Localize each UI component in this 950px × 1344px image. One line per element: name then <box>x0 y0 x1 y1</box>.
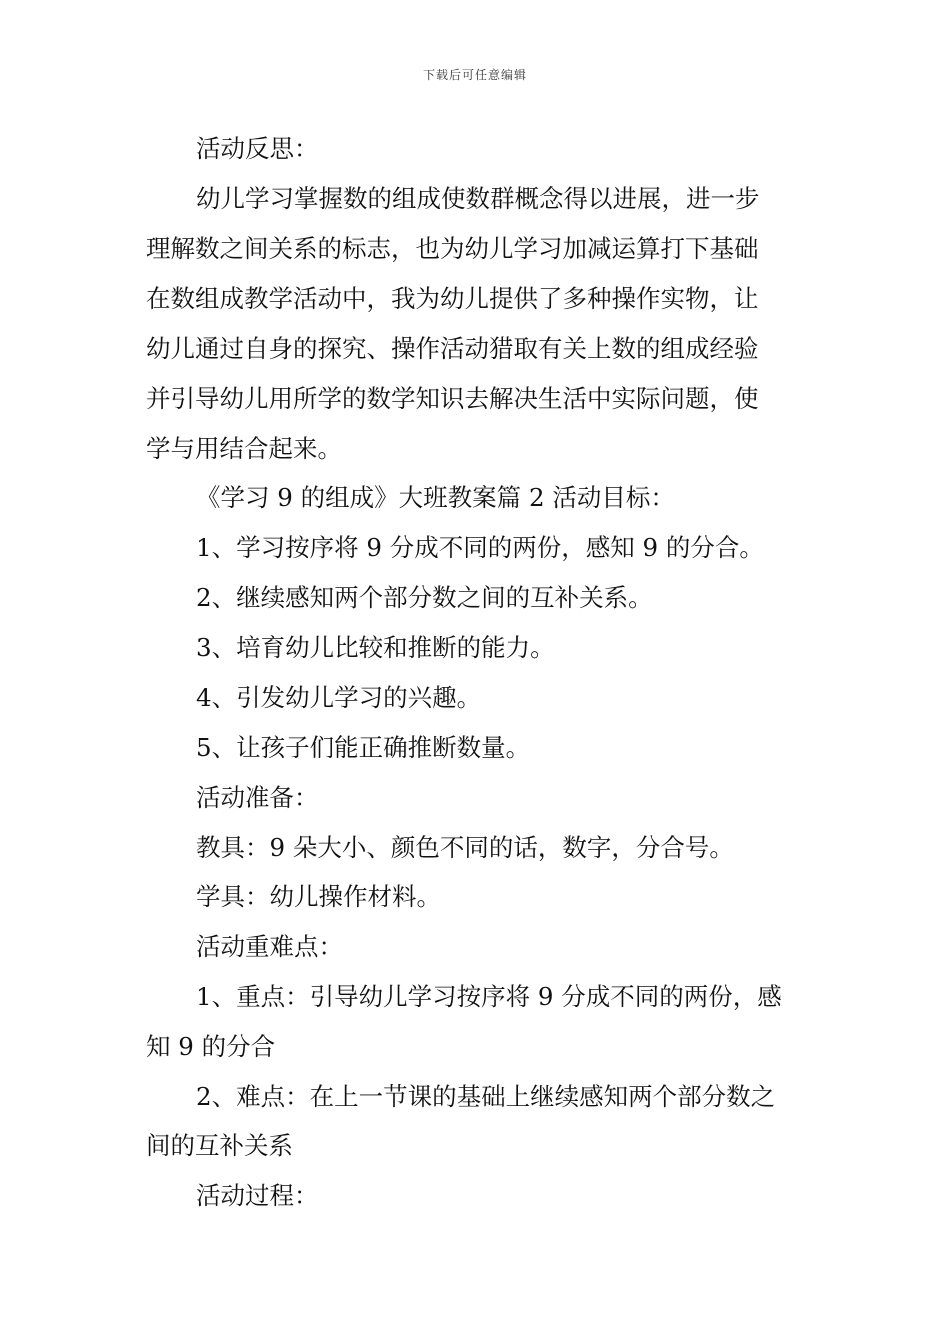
list-item: 3、培育幼儿比较和推断的能力。 <box>196 633 555 662</box>
text-line: 理解数之间关系的标志，也为幼儿学习加减运算打下基础 <box>146 234 759 263</box>
text-line: 学具：幼儿操作材料。 <box>196 882 441 911</box>
text-line: 知 9 的分合 <box>146 1032 276 1061</box>
section-heading: 活动重难点： <box>196 932 343 961</box>
text-line: 并引导幼儿用所学的数学知识去解决生活中实际问题，使 <box>146 384 759 413</box>
text-line: 学与用结合起来。 <box>146 434 342 463</box>
text-line: 教具：9 朵大小、颜色不同的话，数字，分合号。 <box>196 833 734 862</box>
list-item: 5、让孩子们能正确推断数量。 <box>196 733 531 762</box>
section-heading: 活动准备： <box>196 783 319 812</box>
section-heading: 《学习 9 的组成》大班教案篇 2 活动目标： <box>196 483 675 512</box>
list-item: 2、继续感知两个部分数之间的互补关系。 <box>196 583 653 612</box>
text-line: 在数组成教学活动中，我为幼儿提供了多种操作实物，让 <box>146 284 759 313</box>
text-line: 间的互补关系 <box>146 1131 293 1160</box>
list-item: 2、难点：在上一节课的基础上继续感知两个部分数之 <box>196 1082 776 1111</box>
list-item: 4、引发幼儿学习的兴趣。 <box>196 683 482 712</box>
text-line: 幼儿学习掌握数的组成使数群概念得以进展，进一步 <box>196 184 760 213</box>
section-heading: 活动过程： <box>196 1181 319 1210</box>
text-line: 活动反思： <box>196 134 319 163</box>
text-line: 幼儿通过自身的探究、操作活动猎取有关上数的组成经验 <box>146 334 759 363</box>
list-item: 1、重点：引导幼儿学习按序将 9 分成不同的两份，感 <box>196 982 782 1011</box>
page-header: 下载后可任意编辑 <box>422 68 527 82</box>
list-item: 1、学习按序将 9 分成不同的两份，感知 9 的分合。 <box>196 533 764 562</box>
